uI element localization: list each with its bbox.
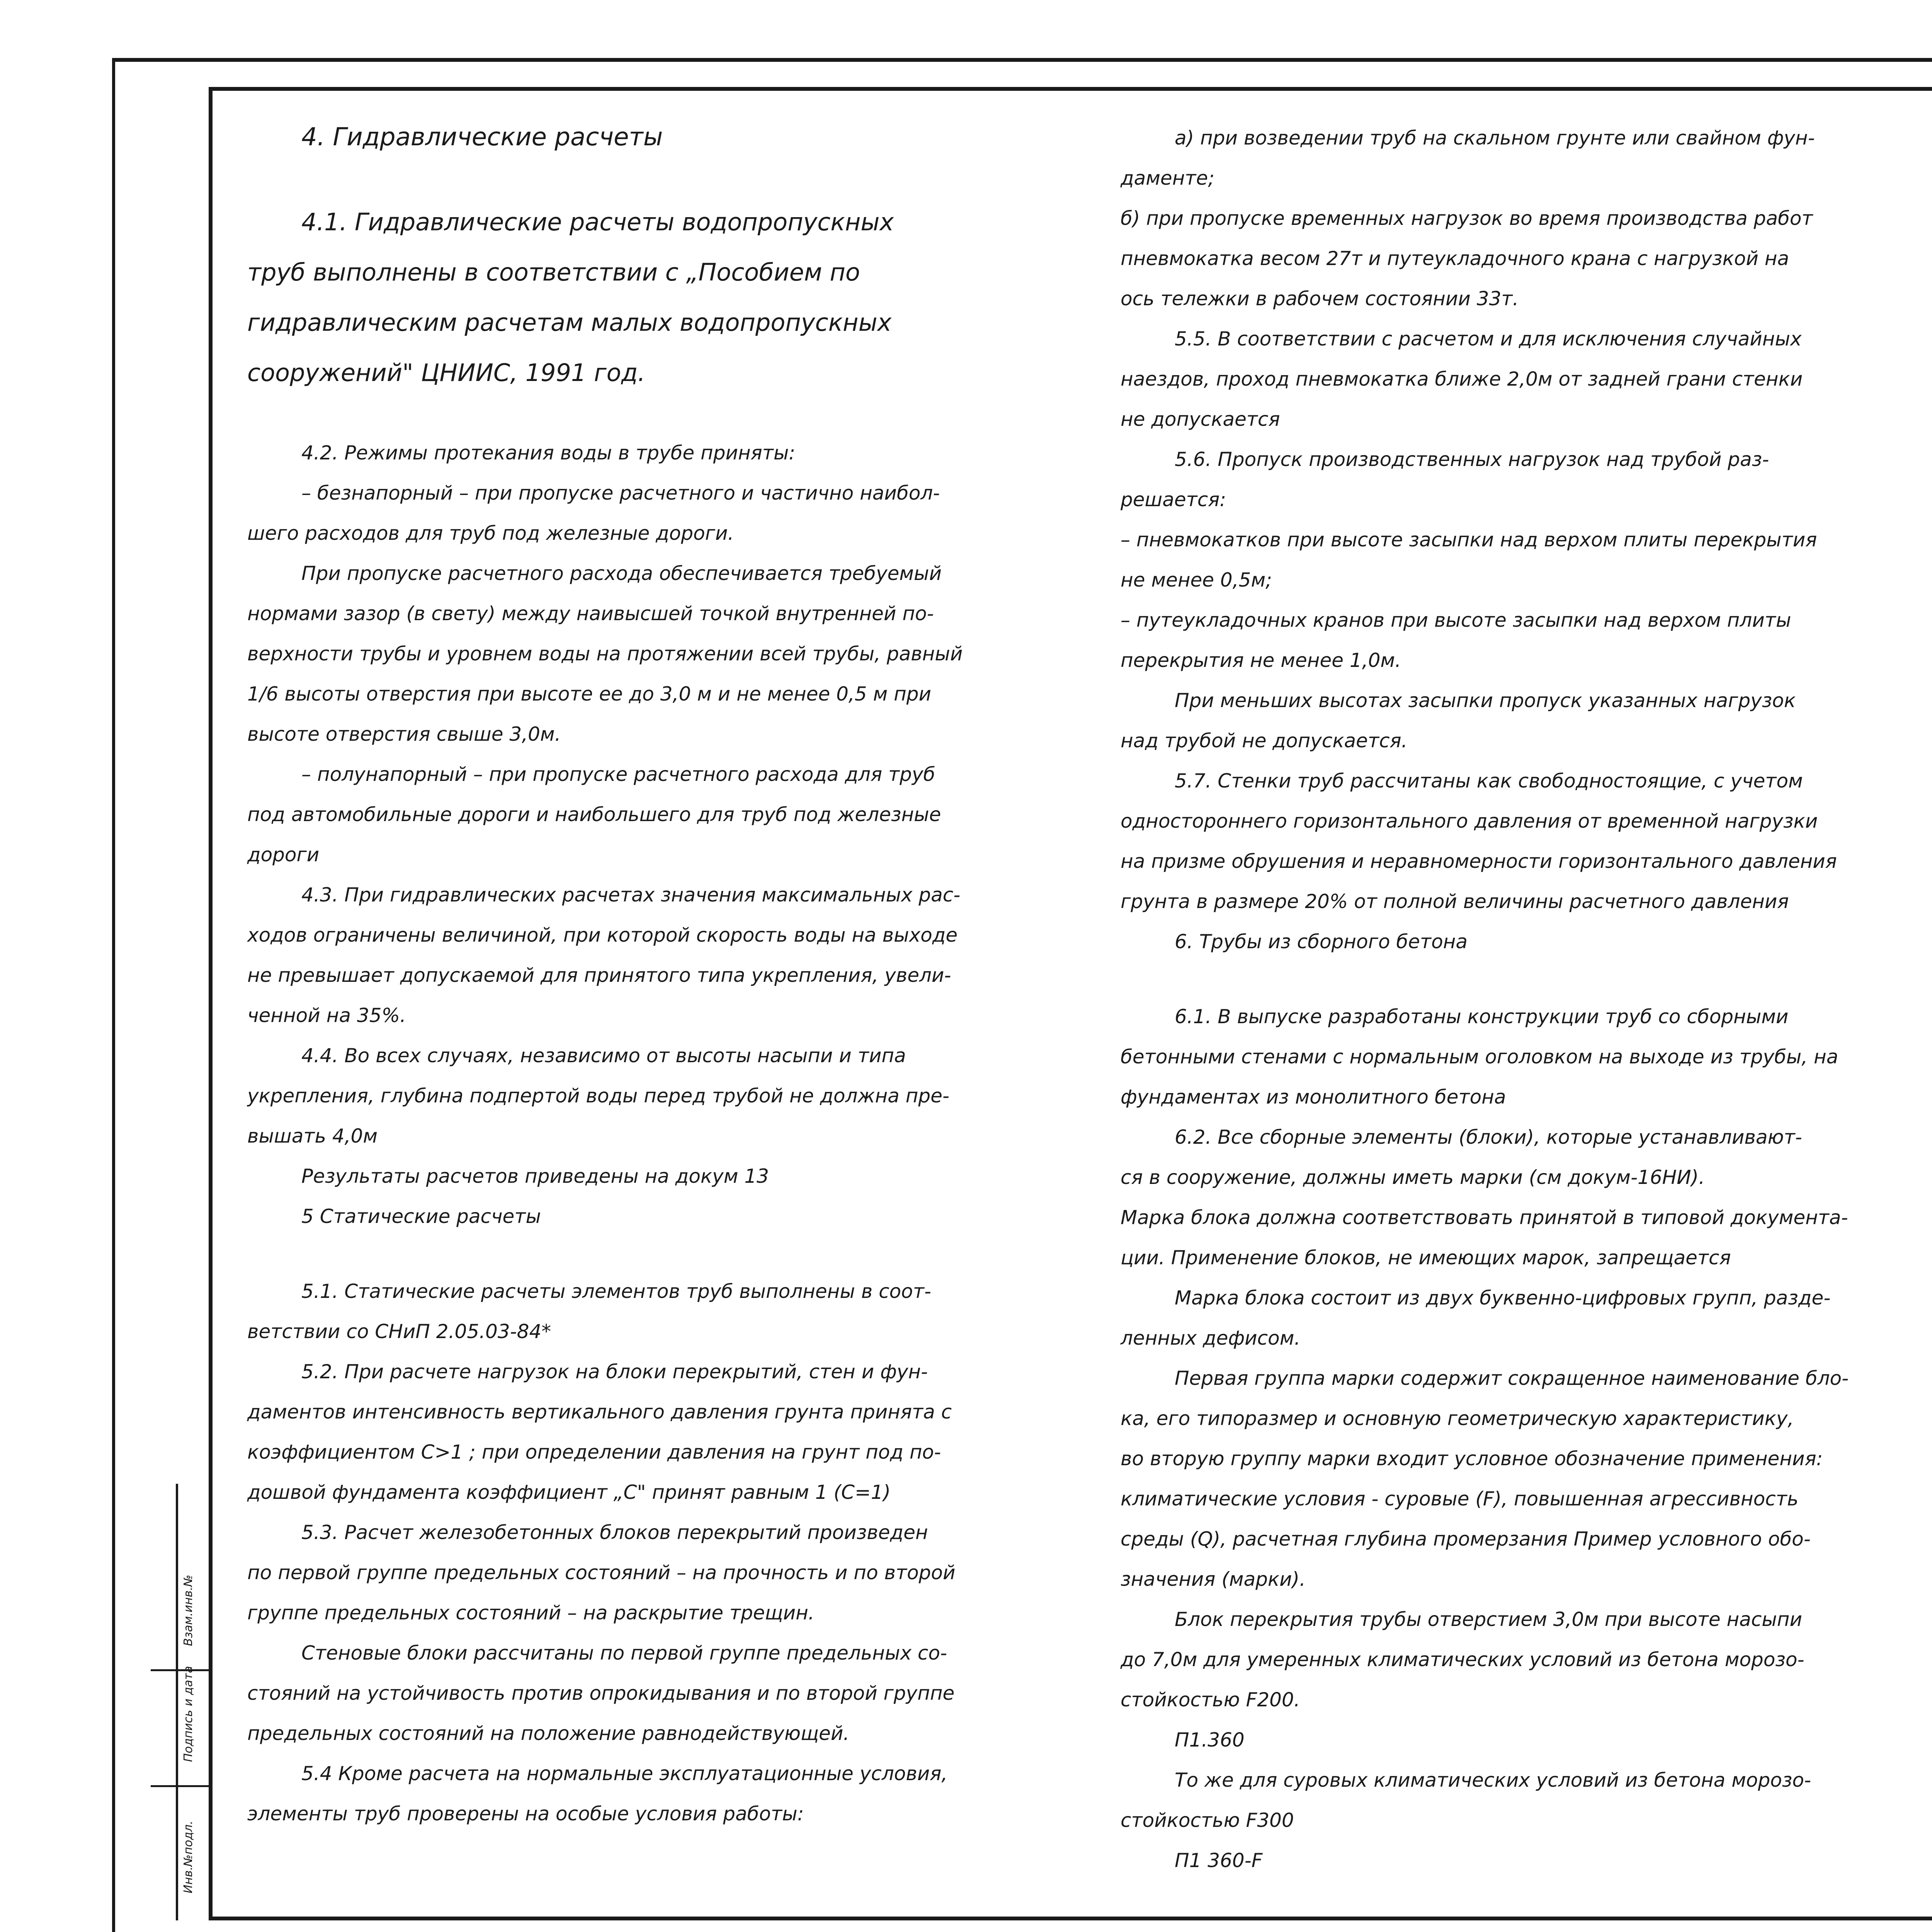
outer-frame-top [112, 58, 1932, 62]
paragraph-line: по первой группе предельных состояний – на прочность и по второй [247, 1561, 956, 1584]
paragraph-line: 1/6 высоты отверстия при высоте ее до 3,0 м и не менее 0,5 м при [247, 683, 932, 705]
paragraph-line: стояний на устойчивость против опрокидывания и по второй группе [247, 1682, 955, 1704]
paragraph-line: вышать 4,0м [247, 1125, 378, 1147]
section-5-heading: 5 Статические расчеты [301, 1205, 541, 1228]
paragraph-line: бетонными стенами с нормальным оголовком на выходе из трубы, на [1121, 1046, 1838, 1068]
paragraph-line: не менее 0,5м; [1121, 569, 1272, 591]
paragraph-line: высоте отверстия свыше 3,0м. [247, 723, 561, 745]
paragraph-line: климатические условия - суровые (F), повышенная агрессивность [1121, 1488, 1799, 1510]
inner-frame-bottom [209, 1917, 1932, 1920]
paragraph-line: наездов, проход пневмокатка ближе 2,0м от задней грани стенки [1121, 368, 1803, 390]
paragraph-line: При пропуске расчетного расхода обеспечивается требуемый [301, 562, 942, 585]
paragraph-line: 5.6. Пропуск производственных нагрузок над трубой раз- [1175, 448, 1769, 471]
paragraph-line: 5.5. В соответствии с расчетом и для исключения случайных [1175, 328, 1802, 350]
paragraph-line: до 7,0м для умеренных климатических условий из бетона морозо- [1121, 1648, 1804, 1671]
inner-frame-left [209, 87, 213, 1920]
paragraph-line: – полунапорный – при пропуске расчетного расхода для труб [301, 763, 935, 786]
paragraph-line: значения (марки). [1121, 1568, 1306, 1590]
paragraph-line: 5.3. Расчет железобетонных блоков перекрытий произведен [301, 1521, 928, 1544]
margin-label-replacement: Взам.инв.№ [182, 1575, 195, 1646]
paragraph-line: стойкостью F200. [1121, 1689, 1300, 1711]
paragraph-line: не допускается [1121, 408, 1280, 430]
outer-frame-left [112, 58, 115, 1932]
paragraph-line: во вторую группу марки входит условное обозначение применения: [1121, 1447, 1823, 1470]
paragraph-line: 6.1. В выпуске разработаны конструкции труб со сборными [1175, 1005, 1789, 1028]
paragraph-line: 4.1. Гидравлические расчеты водопропускных [301, 208, 894, 236]
paragraph-line: под автомобильные дороги и наибольшего для труб под железные [247, 803, 941, 826]
paragraph-line: одностороннего горизонтального давления от временной нагрузки [1121, 810, 1818, 832]
paragraph-line: на призме обрушения и неравномерности горизонтального давления [1121, 850, 1837, 872]
section-6-heading: 6. Трубы из сборного бетона [1175, 930, 1468, 953]
paragraph-line: даментов интенсивность вертикального давления грунта принята с [247, 1401, 952, 1423]
margin-label-signature: Подпись и дата [182, 1666, 195, 1762]
paragraph-line: перекрытия не менее 1,0м. [1121, 649, 1401, 672]
paragraph-line: 5.7. Стенки труб рассчитаны как свободностоящие, с учетом [1175, 770, 1803, 792]
paragraph-line: шего расходов для труб под железные дороги. [247, 522, 734, 544]
paragraph-line: элементы труб проверены на особые условия работы: [247, 1803, 804, 1825]
paragraph-line: ка, его типоразмер и основную геометрическую характеристику, [1121, 1407, 1794, 1430]
paragraph-line: П1.360 [1175, 1729, 1245, 1751]
paragraph-line: среды (Q), расчетная глубина промерзания Пример условного обо- [1121, 1528, 1811, 1550]
paragraph-line: ченной на 35%. [247, 1004, 406, 1027]
paragraph-line: решается: [1121, 488, 1226, 511]
margin-strip-divider [176, 1484, 178, 1920]
paragraph-line: – пневмокатков при высоте засыпки над верхом плиты перекрытия [1121, 529, 1817, 551]
paragraph-line: – безнапорный – при пропуске расчетного и частично наибол- [301, 482, 940, 504]
paragraph-line: 4.2. Режимы протекания воды в трубе приняты: [301, 442, 796, 464]
paragraph-line: дошвой фундамента коэффициент „С" принят равным 1 (С=1) [247, 1481, 891, 1503]
paragraph-line: П1 360-F [1175, 1849, 1263, 1872]
paragraph-line: Первая группа марки содержит сокращенное наименование бло- [1175, 1367, 1849, 1389]
paragraph-line: 4.4. Во всех случаях, независимо от высоты насыпи и типа [301, 1044, 906, 1067]
paragraph-line: коэффициентом С>1 ; при определении давления на грунт под по- [247, 1441, 941, 1463]
paragraph-line: дороги [247, 844, 320, 866]
paragraph-line: Результаты расчетов приведены на докум 13 [301, 1165, 769, 1187]
paragraph-line: При меньших высотах засыпки пропуск указанных нагрузок [1175, 689, 1796, 712]
paragraph-line: ось тележки в рабочем состоянии 33т. [1121, 287, 1519, 310]
paragraph-line: 4.3. При гидравлических расчетах значения максимальных рас- [301, 884, 961, 906]
paragraph-line: фундаментах из монолитного бетона [1121, 1086, 1506, 1108]
paragraph-line: над трубой не допускается. [1121, 730, 1408, 752]
section-4-heading: 4. Гидравлические расчеты [301, 123, 663, 151]
paragraph-line: предельных состояний на положение равнодействующей. [247, 1722, 850, 1745]
paragraph-line: не превышает допускаемой для принятого типа укрепления, увели- [247, 964, 951, 986]
paragraph-line: б) при пропуске временных нагрузок во время производства работ [1121, 207, 1813, 230]
paragraph-line: Стеновые блоки рассчитаны по первой группе предельных со- [301, 1642, 947, 1664]
paragraph-line: 5.4 Кроме расчета на нормальные эксплуатационные условия, [301, 1762, 948, 1785]
margin-label-inv: Инв.№подл. [182, 1821, 195, 1893]
paragraph-line: 5.1. Статические расчеты элементов труб выполнены в соот- [301, 1280, 931, 1303]
paragraph-line: стойкостью F300 [1121, 1809, 1294, 1832]
paragraph-line: верхности трубы и уровнем воды на протяжении всей трубы, равный [247, 643, 963, 665]
paragraph-line: группе предельных состояний – на раскрытие трещин. [247, 1602, 815, 1624]
middle-column [1121, 118, 1932, 1881]
paragraph-line: гидравлическим расчетам малых водопропускных [247, 308, 892, 337]
margin-strip-line-2 [151, 1785, 209, 1787]
paragraph-line: ветствии со СНиП 2.05.03-84* [247, 1320, 551, 1343]
inner-frame-top [209, 87, 1932, 91]
paragraph-line: пневмокатка весом 27т и путеукладочного крана с нагрузкой на [1121, 247, 1789, 270]
margin-strip-line-1 [151, 1669, 209, 1671]
paragraph-line: труб выполнены в соответствии с „Пособием по [247, 258, 860, 286]
paragraph-line: сооружений" ЦНИИС, 1991 год. [247, 359, 646, 387]
left-column [247, 112, 1078, 1834]
paragraph-line: – путеукладочных кранов при высоте засыпки над верхом плиты [1121, 609, 1791, 631]
paragraph-line: Блок перекрытия трубы отверстием 3,0м при высоте насыпи [1175, 1608, 1802, 1631]
paragraph-line: Марка блока состоит из двух буквенно-цифровых групп, разде- [1175, 1287, 1831, 1309]
paragraph-line: 5.2. При расчете нагрузок на блоки перекрытий, стен и фун- [301, 1361, 928, 1383]
paragraph-line: Марка блока должна соответствовать принятой в типовой документа- [1121, 1206, 1848, 1229]
paragraph-line: ции. Применение блоков, не имеющих марок, запрещается [1121, 1247, 1731, 1269]
paragraph-line: 6.2. Все сборные элементы (блоки), которые устанавливают- [1175, 1126, 1802, 1148]
paragraph-line: ходов ограничены величиной, при которой скорость воды на выходе [247, 924, 958, 946]
paragraph-line: То же для суровых климатических условий из бетона морозо- [1175, 1769, 1811, 1791]
paragraph-line: ся в сооружение, должны иметь марки (см докум-16НИ). [1121, 1166, 1705, 1189]
paragraph-line: грунта в размере 20% от полной величины расчетного давления [1121, 890, 1789, 913]
paragraph-line: укрепления, глубина подпертой воды перед трубой не должна пре- [247, 1085, 949, 1107]
paragraph-line: ленных дефисом. [1121, 1327, 1301, 1349]
paragraph-line: нормами зазор (в свету) между наивысшей точкой внутренней по- [247, 602, 934, 625]
paragraph-line: а) при возведении труб на скальном грунте или свайном фун- [1175, 127, 1815, 149]
paragraph-line: даменте; [1121, 167, 1215, 189]
